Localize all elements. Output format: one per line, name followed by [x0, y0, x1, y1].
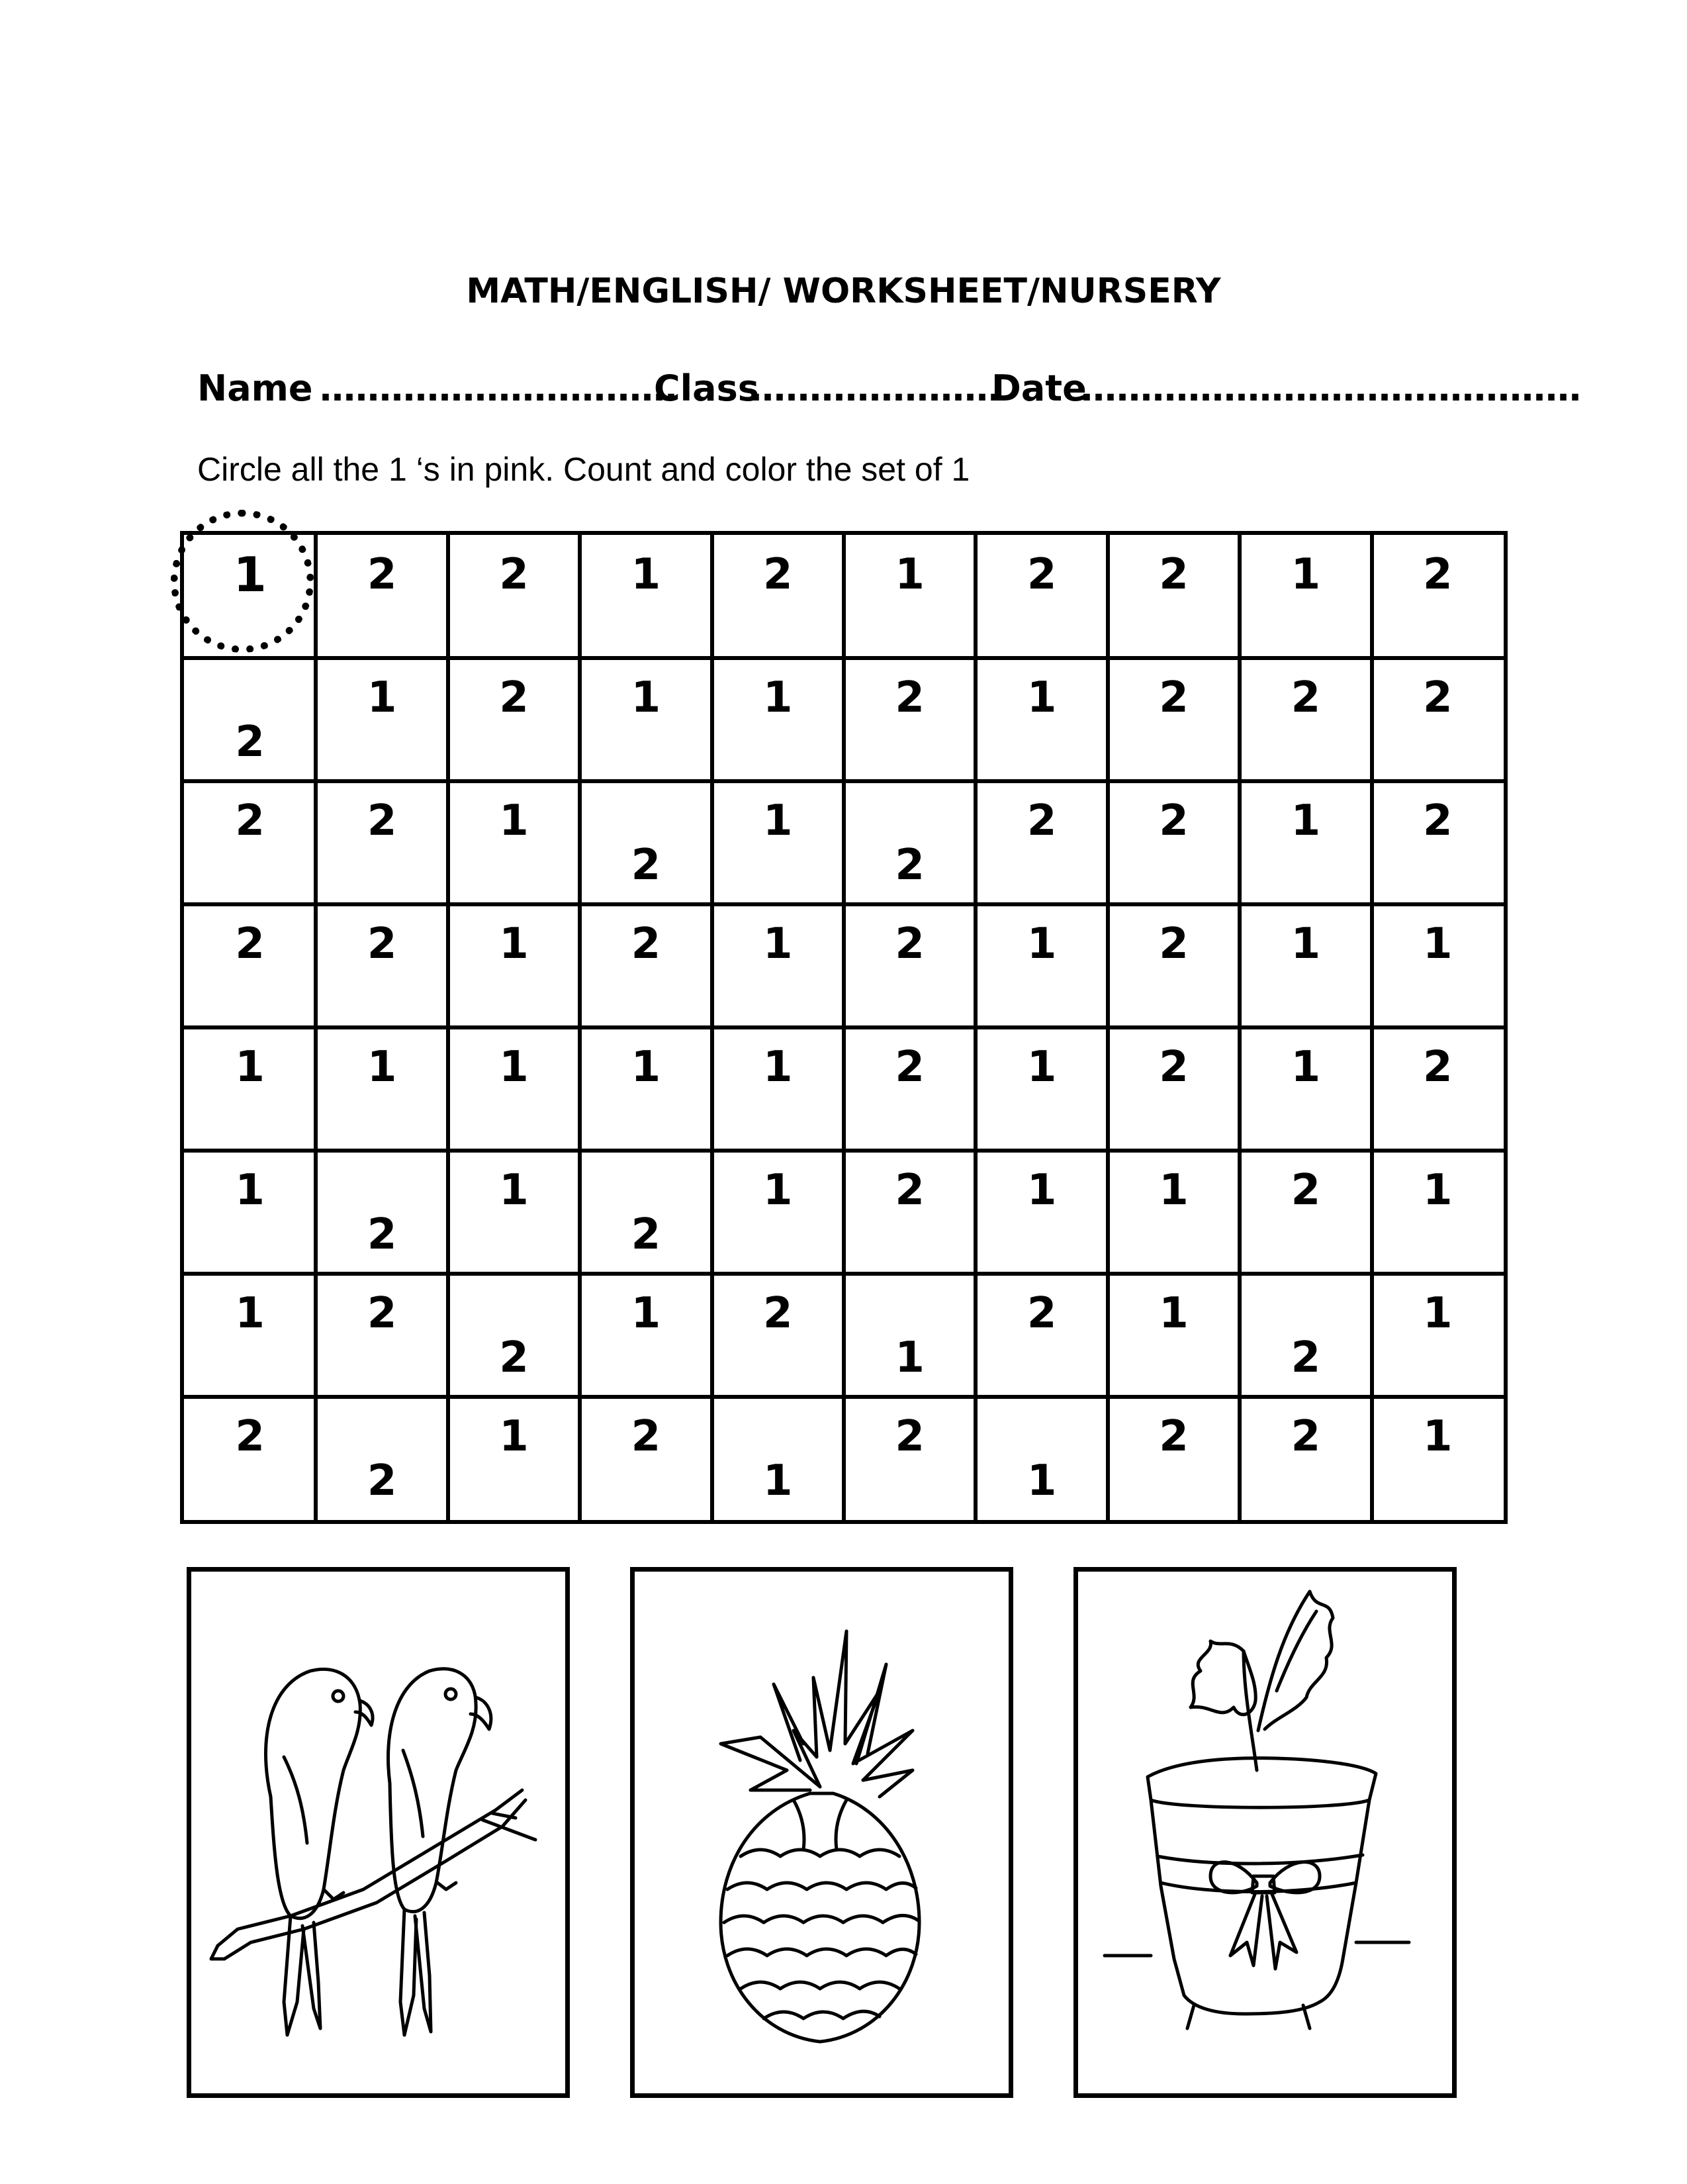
grid-cell-number[interactable]: 2 — [1159, 796, 1189, 845]
grid-row-divider — [184, 902, 1504, 906]
grid-cell-number[interactable]: 1 — [763, 1166, 793, 1215]
worksheet-title: MATH/ENGLISH/ WORKSHEET/NURSERY — [466, 271, 1221, 311]
picture-frame-pineapple[interactable] — [630, 1567, 1013, 2098]
date-field[interactable]: …………………………………… — [1081, 367, 1581, 409]
grid-row-divider — [184, 1025, 1504, 1029]
grid-cell-number[interactable]: 2 — [763, 1289, 793, 1338]
grid-cell-number[interactable]: 1 — [1291, 1043, 1321, 1092]
grid-cell-number[interactable]: 1 — [1423, 1166, 1453, 1215]
grid-cell-number[interactable]: 1 — [499, 1043, 529, 1092]
grid-cell-number[interactable]: 1 — [763, 1456, 793, 1505]
grid-cell-number[interactable]: 2 — [631, 1210, 661, 1259]
grid-cell-number[interactable]: 2 — [1159, 673, 1189, 722]
grid-cell-number[interactable]: 1 — [895, 550, 925, 599]
grid-cell-number[interactable]: 2 — [763, 550, 793, 599]
grid-cell-number[interactable]: 2 — [1423, 1043, 1453, 1092]
grid-cell-number[interactable]: 2 — [235, 920, 265, 969]
grid-cell-number[interactable]: 2 — [631, 841, 661, 890]
grid-cell-number[interactable]: 2 — [235, 796, 265, 845]
grid-cell-number[interactable]: 1 — [1026, 920, 1057, 969]
grid-cell-number[interactable]: 1 — [631, 1043, 661, 1092]
grid-cell-number[interactable]: 1 — [631, 673, 661, 722]
grid-cell-number[interactable]: 1 — [499, 1166, 529, 1215]
grid-cell-number[interactable]: 1 — [1026, 1043, 1057, 1092]
grid-cell-number[interactable]: 2 — [895, 841, 925, 890]
class-label: Class — [654, 367, 759, 409]
grid-cell-number[interactable]: 2 — [895, 1043, 925, 1092]
grid-cell-number[interactable]: 2 — [1423, 796, 1453, 845]
grid-cell-number[interactable]: 2 — [1291, 1166, 1321, 1215]
grid-cell-number[interactable]: 2 — [499, 1333, 529, 1382]
grid-cell-number[interactable]: 2 — [631, 1412, 661, 1461]
grid-cell-number[interactable]: 1 — [499, 796, 529, 845]
grid-row-divider — [184, 1272, 1504, 1276]
grid-cell-number[interactable]: 1 — [1423, 920, 1453, 969]
grid-cell-number[interactable]: 2 — [895, 1166, 925, 1215]
grid-cell-number[interactable]: 1 — [1291, 550, 1321, 599]
grid-cell-number[interactable]: 1 — [367, 673, 397, 722]
grid-cell-number[interactable]: 1 — [235, 1043, 265, 1092]
grid-cell-number[interactable]: 1 — [1026, 673, 1057, 722]
grid-cell-number[interactable]: 2 — [499, 673, 529, 722]
example-dotted-circle — [171, 510, 314, 653]
grid-cell-number[interactable]: 2 — [1159, 1043, 1189, 1092]
grid-row-divider — [184, 779, 1504, 783]
grid-cell-number[interactable]: 2 — [1423, 673, 1453, 722]
grid-cell-number[interactable]: 1 — [1026, 1166, 1057, 1215]
grid-cell-number[interactable]: 1 — [763, 920, 793, 969]
grid-cell-number[interactable]: 2 — [367, 1210, 397, 1259]
grid-cell-number[interactable]: 1 — [235, 1289, 265, 1338]
date-label: Date — [991, 367, 1087, 409]
grid-cell-number[interactable]: 1 — [1291, 920, 1321, 969]
grid-cell-number[interactable]: 2 — [1159, 920, 1189, 969]
grid-cell-number[interactable]: 2 — [1159, 1412, 1189, 1461]
grid-cell-number[interactable]: 2 — [1291, 1412, 1321, 1461]
grid-cell-number[interactable]: 2 — [1026, 550, 1057, 599]
grid-cell-number[interactable]: 1 — [1159, 1289, 1189, 1338]
grid-cell-number[interactable]: 1 — [1423, 1412, 1453, 1461]
grid-cell-number[interactable]: 1 — [499, 1412, 529, 1461]
grid-cell-number[interactable]: 2 — [1291, 673, 1321, 722]
picture-frame-flower-pot[interactable] — [1073, 1567, 1457, 2098]
number-grid — [180, 531, 1508, 1524]
grid-row-divider — [184, 1149, 1504, 1153]
picture-frame-parrots[interactable] — [187, 1567, 570, 2098]
grid-cell-number[interactable]: 2 — [1291, 1333, 1321, 1382]
grid-cell-number[interactable]: 2 — [1159, 550, 1189, 599]
grid-cell-number[interactable]: 2 — [1423, 550, 1453, 599]
grid-cell-number[interactable]: 2 — [631, 920, 661, 969]
grid-cell-number[interactable]: 1 — [763, 673, 793, 722]
grid-cell-number[interactable]: 1 — [235, 1166, 265, 1215]
grid-cell-number[interactable]: 2 — [367, 1289, 397, 1338]
class-field[interactable]: ………………… — [750, 367, 1000, 409]
flower-pot-icon — [1078, 1572, 1452, 2093]
grid-cell-number[interactable]: 1 — [233, 547, 267, 602]
parrots-icon — [191, 1572, 565, 2093]
grid-row-divider — [184, 1395, 1504, 1399]
grid-cell-number[interactable]: 1 — [631, 1289, 661, 1338]
grid-cell-number[interactable]: 1 — [1291, 796, 1321, 845]
grid-cell-number[interactable]: 2 — [499, 550, 529, 599]
grid-cell-number[interactable]: 1 — [763, 796, 793, 845]
grid-cell-number[interactable]: 2 — [895, 1412, 925, 1461]
grid-cell-number[interactable]: 2 — [367, 796, 397, 845]
grid-cell-number[interactable]: 2 — [1026, 796, 1057, 845]
grid-cell-number[interactable]: 2 — [367, 920, 397, 969]
grid-cell-number[interactable]: 1 — [1026, 1456, 1057, 1505]
grid-cell-number[interactable]: 2 — [367, 550, 397, 599]
grid-cell-number[interactable]: 2 — [235, 1412, 265, 1461]
grid-cell-number[interactable]: 1 — [499, 920, 529, 969]
grid-cell-number[interactable]: 2 — [895, 920, 925, 969]
name-label: Name — [197, 367, 313, 409]
grid-cell-number[interactable]: 1 — [895, 1333, 925, 1382]
pineapple-icon — [635, 1572, 1009, 2093]
grid-cell-number[interactable]: 2 — [367, 1456, 397, 1505]
grid-row-divider — [184, 656, 1504, 660]
grid-cell-number[interactable]: 1 — [631, 550, 661, 599]
grid-cell-number[interactable]: 1 — [763, 1043, 793, 1092]
grid-cell-number[interactable]: 2 — [235, 718, 265, 767]
grid-cell-number[interactable]: 2 — [1026, 1289, 1057, 1338]
grid-cell-number[interactable]: 1 — [367, 1043, 397, 1092]
grid-cell-number[interactable]: 1 — [1159, 1166, 1189, 1215]
grid-cell-number[interactable]: 1 — [1423, 1289, 1453, 1338]
name-field[interactable]: ………………………… — [320, 367, 677, 409]
grid-cell-number[interactable]: 2 — [895, 673, 925, 722]
instruction-text: Circle all the 1 ‘s in pink. Count and color the set of 1 — [197, 451, 970, 488]
